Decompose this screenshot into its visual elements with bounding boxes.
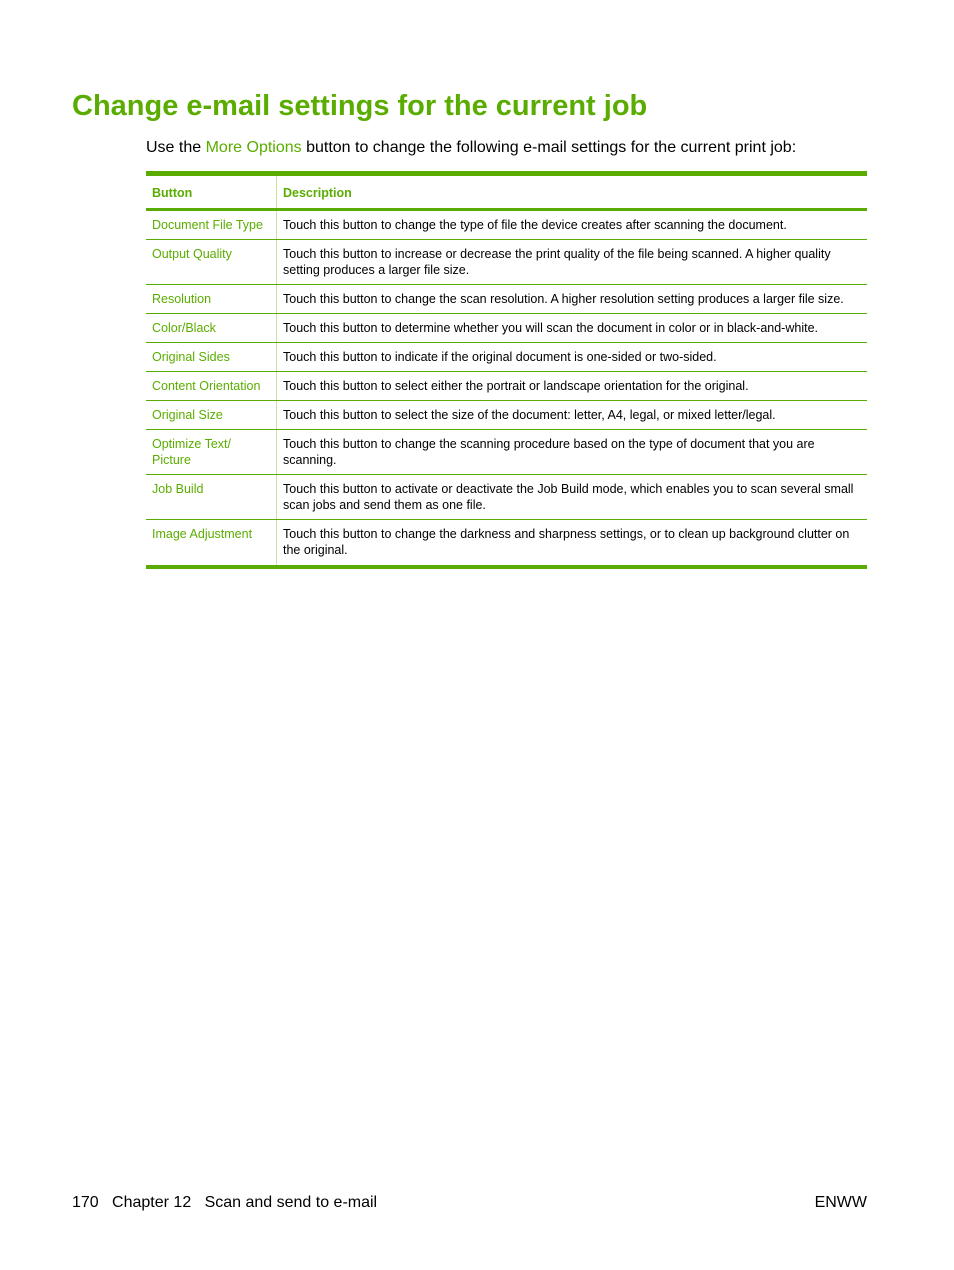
row-description: Touch this button to change the scan resolution. A higher resolution setting produces a larger file size. [277, 285, 868, 314]
row-button-job-build[interactable]: Job Build [146, 475, 277, 520]
header-button: Button [146, 174, 277, 210]
row-description: Touch this button to indicate if the original document is one-sided or two-sided. [277, 343, 868, 372]
row-button-image-adjustment[interactable]: Image Adjustment [146, 520, 277, 568]
row-description: Touch this button to change the type of file the device creates after scanning the document. [277, 210, 868, 240]
table-row [146, 240, 867, 285]
table-row [146, 210, 867, 240]
row-button-original-size[interactable]: Original Size [146, 401, 277, 430]
row-description: Touch this button to increase or decrease the print quality of the file being scanned. A higher quality setting produces a larger file size. [277, 240, 868, 285]
row-description: Touch this button to select either the portrait or landscape orientation for the original. [277, 372, 868, 401]
footer-left [72, 1194, 377, 1212]
row-button-resolution[interactable]: Resolution [146, 285, 277, 314]
row-description: Touch this button to activate or deactivate the Job Build mode, which enables you to scan several small scan jobs and send them as one file. [277, 475, 868, 520]
page-title: Change e-mail settings for the current job [72, 90, 648, 122]
row-button-color-black[interactable]: Color/Black [146, 314, 277, 343]
table-row [146, 430, 867, 475]
table-row [146, 372, 867, 401]
row-description: Touch this button to change the darkness and sharpness settings, or to clean up background clutter on the original. [283, 527, 850, 557]
row-description: Touch this button to change the scanning procedure based on the type of document that you are scanning. [277, 430, 868, 475]
page-number: 170 [72, 1194, 99, 1211]
row-description: Touch this button to determine whether you will scan the document in color or in black-and-white. [277, 314, 868, 343]
header-description: Description [277, 174, 868, 210]
intro-text-after: button to change the following e-mail settings for the current print job: [301, 139, 797, 156]
footer-right: ENWW [814, 1194, 867, 1211]
table-row [146, 401, 867, 430]
row-button-optimize-text-picture[interactable]: Optimize Text/ Picture [146, 430, 277, 475]
table-row [146, 520, 867, 568]
row-button-content-orientation[interactable]: Content Orientation [146, 372, 277, 401]
row-button-output-quality[interactable]: Output Quality [146, 240, 277, 285]
footer-chapter-title: Scan and send to e-mail [204, 1194, 378, 1211]
table-row [146, 314, 867, 343]
table-row [146, 475, 867, 520]
table-row [146, 343, 867, 372]
row-button-document-file-type[interactable]: Document File Type [146, 210, 277, 240]
table-row [146, 285, 867, 314]
row-button-original-sides[interactable]: Original Sides [146, 343, 277, 372]
footer-chapter: Chapter 12 [112, 1194, 192, 1211]
more-options-link[interactable]: More Options [205, 139, 302, 156]
settings-table [146, 171, 867, 569]
intro-paragraph [146, 139, 796, 157]
table-header-row [146, 174, 867, 210]
intro-text-before: Use the [146, 139, 206, 156]
row-description: Touch this button to select the size of the document: letter, A4, legal, or mixed letter/legal. [277, 401, 868, 430]
